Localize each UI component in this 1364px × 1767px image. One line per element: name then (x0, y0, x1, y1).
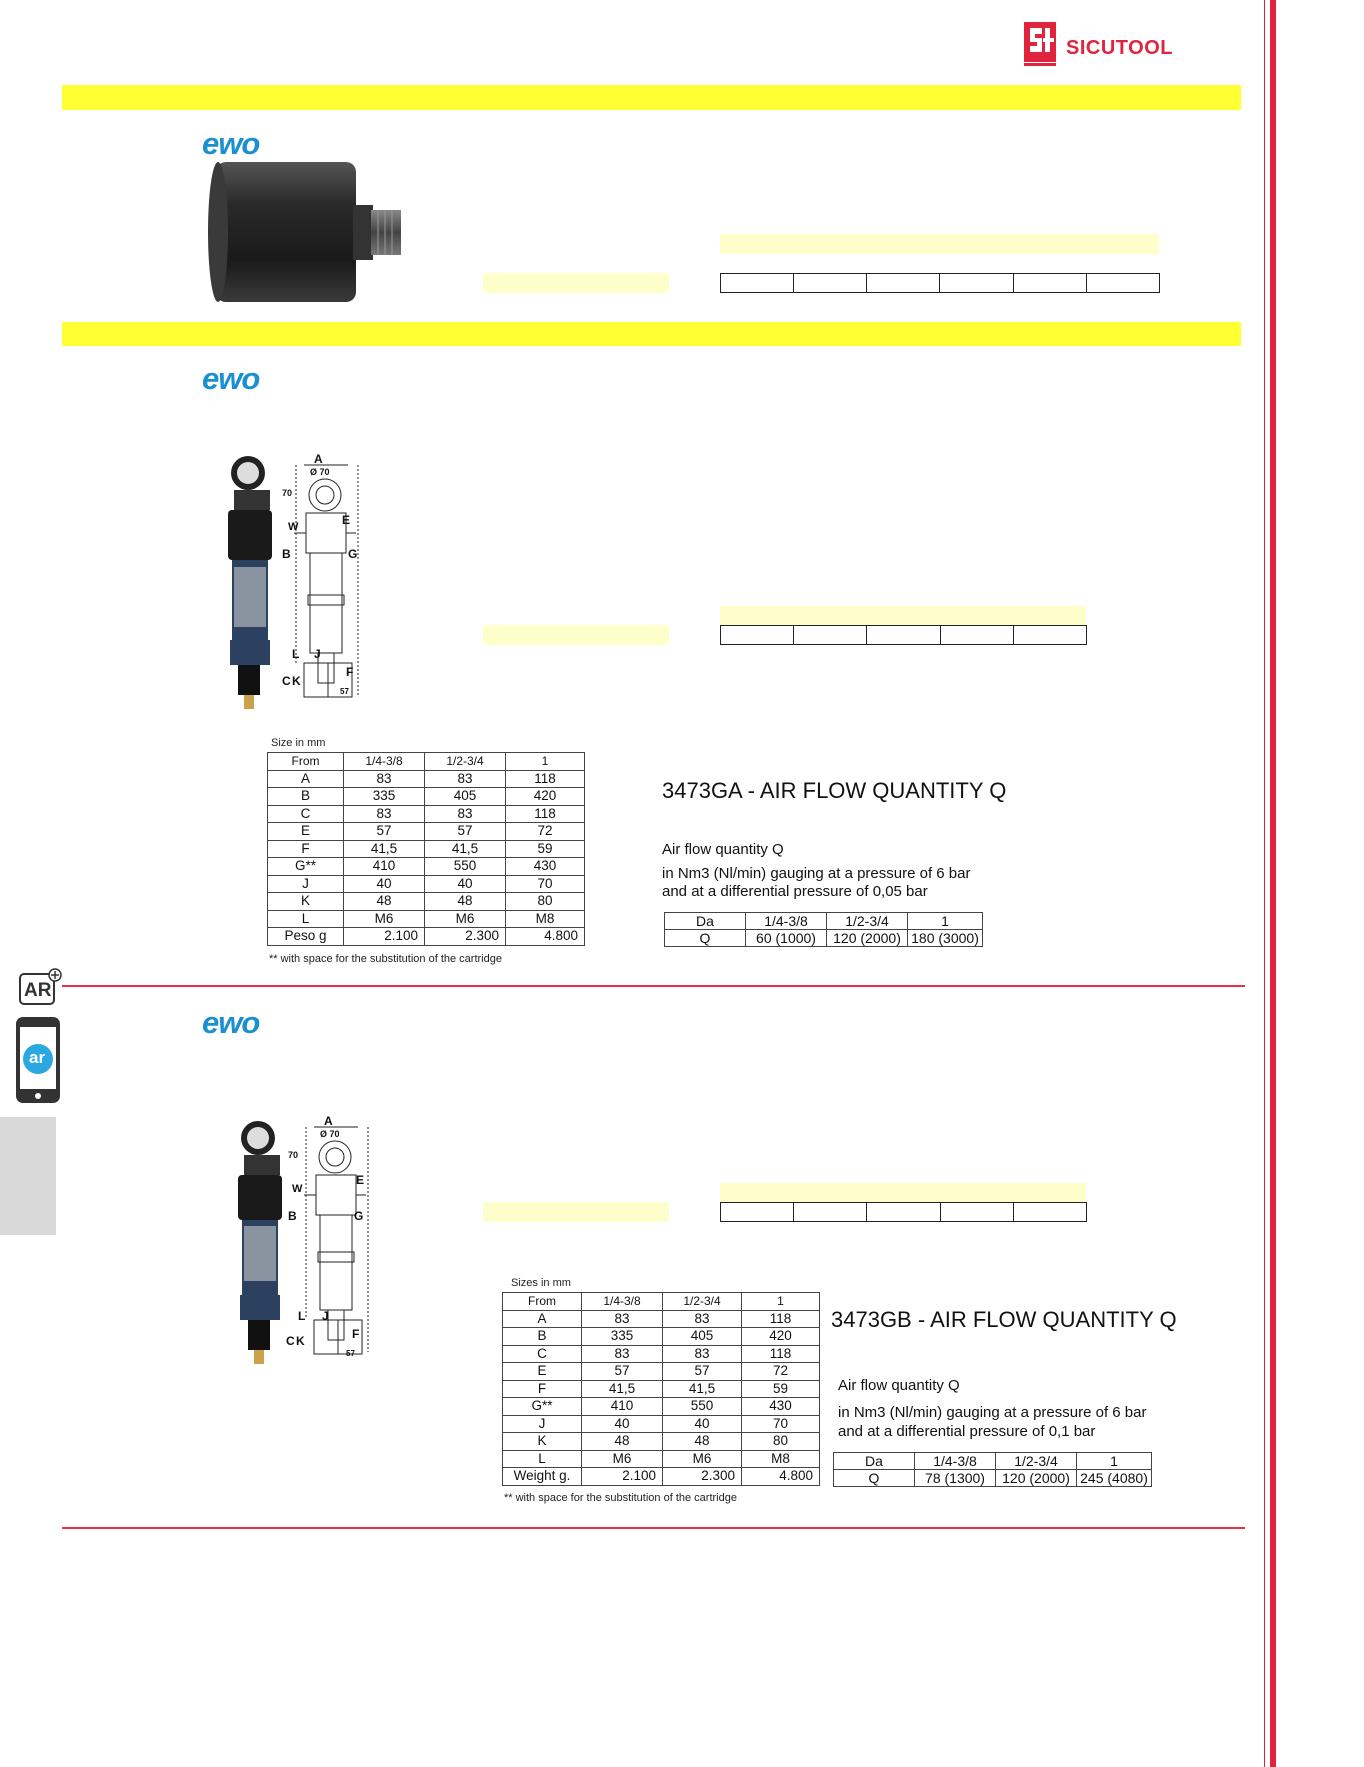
table-cell: 41,5 (582, 1380, 663, 1398)
flow-value-row (834, 1470, 1152, 1487)
flow-cell: 1/2-3/4 (996, 1453, 1077, 1470)
technical-drawing-ga (270, 452, 370, 705)
flow-cell: 1 (1077, 1453, 1152, 1470)
table-cell: 80 (742, 1433, 820, 1451)
table-header-cell: 1/4-3/8 (582, 1293, 663, 1311)
flow-line1-ga: Air flow quantity Q (662, 841, 784, 858)
table-cell: 48 (344, 893, 425, 911)
table-cell: C (503, 1345, 582, 1363)
table-cell: M6 (663, 1450, 742, 1468)
table-cell: 40 (582, 1415, 663, 1433)
size-table-ga (267, 752, 585, 946)
table-cell: 335 (344, 788, 425, 806)
table-cell: M8 (742, 1450, 820, 1468)
table-row (503, 1310, 820, 1328)
table-cell: 80 (506, 893, 585, 911)
ar-app-label: ar (29, 1048, 46, 1067)
ar-badge[interactable] (18, 967, 62, 1007)
dim-label-b: B (282, 547, 291, 561)
page-edge-rule-thin (1264, 0, 1265, 1767)
table-cell: 420 (506, 788, 585, 806)
table-cell: A (503, 1310, 582, 1328)
table-row (268, 928, 585, 946)
table-cell: M8 (506, 910, 585, 928)
table-cell: 405 (663, 1328, 742, 1346)
table-row (268, 805, 585, 823)
table-cell: E (268, 823, 344, 841)
dim-label-e: E (342, 513, 351, 527)
table-row (268, 858, 585, 876)
table-row (268, 893, 585, 911)
dim-label-70: 70 (282, 488, 293, 498)
table-row (268, 840, 585, 858)
technical-drawing-gb (280, 1114, 380, 1367)
table-cell: M6 (582, 1450, 663, 1468)
table-cell: Weight g. (503, 1468, 582, 1486)
dim-label-diameter: Ø 70 (310, 467, 330, 477)
table-header-row (503, 1293, 820, 1311)
table-cell: 83 (582, 1310, 663, 1328)
table-cell: 83 (344, 770, 425, 788)
table-cell: Peso g (268, 928, 344, 946)
flow-line3-gb: and at a differential pressure of 0,1 bar (838, 1423, 1096, 1440)
table-row (268, 823, 585, 841)
table-cell: E (503, 1363, 582, 1381)
section-divider (62, 985, 1245, 987)
dim-label-a: A (314, 452, 323, 466)
table-cell: G** (268, 858, 344, 876)
table-row (268, 875, 585, 893)
flow-line1-gb: Air flow quantity Q (838, 1377, 960, 1394)
table-cell: 4.800 (506, 928, 585, 946)
table-cell: 59 (742, 1380, 820, 1398)
table-row (503, 1363, 820, 1381)
table-footnote-ga: ** with space for the substitution of the cartridge (269, 953, 502, 965)
flow-header-row (834, 1453, 1152, 1470)
flow-cell: 120 (2000) (996, 1470, 1077, 1487)
table-cell: 72 (742, 1363, 820, 1381)
flow-value-row (665, 930, 983, 947)
table-cell: F (268, 840, 344, 858)
dim-label-l: L (298, 1309, 306, 1323)
table-cell: M6 (344, 910, 425, 928)
code-cell-3 (483, 1202, 669, 1222)
table-cell: 83 (344, 805, 425, 823)
table-row (503, 1345, 820, 1363)
table-row (503, 1380, 820, 1398)
dim-label-j: J (314, 647, 321, 661)
flow-cell: 180 (3000) (908, 930, 983, 947)
table-header-cell: 1/2-3/4 (663, 1293, 742, 1311)
dim-label-57: 57 (346, 1349, 355, 1358)
table-cell: 118 (742, 1310, 820, 1328)
flow-cell: 245 (4080) (1077, 1470, 1152, 1487)
table-cell: L (503, 1450, 582, 1468)
flow-cell: 78 (1300) (915, 1470, 996, 1487)
table-cell: 430 (742, 1398, 820, 1416)
table-cell: M6 (425, 910, 506, 928)
flow-cell: 1 (908, 913, 983, 930)
table-cell: 430 (506, 858, 585, 876)
table-cell: 57 (663, 1363, 742, 1381)
table-cell: 41,5 (344, 840, 425, 858)
flow-title-gb: 3473GB - AIR FLOW QUANTITY Q (831, 1307, 1177, 1332)
table-cell: 83 (425, 770, 506, 788)
table-cell: K (268, 893, 344, 911)
table-cell: 2.100 (582, 1468, 663, 1486)
table-cell: 410 (344, 858, 425, 876)
table-cell: 118 (742, 1345, 820, 1363)
flow-cell: 120 (2000) (827, 930, 908, 947)
dim-label-k: K (296, 1334, 305, 1348)
table-cell: 70 (506, 875, 585, 893)
dim-label-f: F (346, 665, 354, 679)
dim-label-j: J (322, 1309, 329, 1323)
dim-label-f: F (352, 1327, 360, 1341)
table-caption-ga: Size in mm (271, 737, 326, 749)
header-bar-2 (720, 606, 1086, 626)
table-row (503, 1468, 820, 1486)
table-cell: 70 (742, 1415, 820, 1433)
table-cell: 57 (344, 823, 425, 841)
flow-table-ga (664, 912, 983, 947)
table-header-cell: 1 (742, 1293, 820, 1311)
table-cell: 405 (425, 788, 506, 806)
table-cell: 118 (506, 805, 585, 823)
dim-label-w: W (292, 1183, 303, 1195)
table-header-cell: 1/2-3/4 (425, 753, 506, 771)
table-cell: 83 (663, 1310, 742, 1328)
header-bar-1 (720, 234, 1159, 254)
dim-label-w: W (288, 521, 299, 533)
table-caption-gb: Sizes in mm (511, 1277, 571, 1289)
empty-spec-grid-1 (720, 273, 1160, 293)
table-cell: 48 (425, 893, 506, 911)
table-cell: 40 (344, 875, 425, 893)
section-band-1 (62, 85, 1241, 110)
ewo-logo: ewo (202, 126, 260, 161)
code-cell-2 (483, 625, 669, 645)
flow-cell: 1/2-3/4 (827, 913, 908, 930)
flow-table-gb (833, 1452, 1152, 1487)
product-image-silencer (208, 160, 408, 305)
side-tab (0, 1117, 56, 1235)
table-row (268, 910, 585, 928)
flow-cell: Da (834, 1453, 915, 1470)
sicutool-logo-icon (1024, 22, 1056, 66)
dim-label-l: L (292, 647, 300, 661)
table-cell: A (268, 770, 344, 788)
table-cell: 40 (663, 1415, 742, 1433)
flow-title-ga: 3473GA - AIR FLOW QUANTITY Q (662, 778, 1007, 803)
section-band-2 (62, 322, 1241, 346)
table-cell: 2.100 (344, 928, 425, 946)
table-cell: B (503, 1328, 582, 1346)
dim-label-57: 57 (340, 687, 349, 696)
table-cell: 83 (425, 805, 506, 823)
table-header-cell: 1/4-3/8 (344, 753, 425, 771)
table-cell: 83 (663, 1345, 742, 1363)
empty-spec-grid-2 (720, 625, 1087, 645)
code-cell-1 (483, 273, 669, 293)
table-cell: 72 (506, 823, 585, 841)
table-cell: 57 (582, 1363, 663, 1381)
table-cell: J (268, 875, 344, 893)
flow-line2-ga: in Nm3 (Nl/min) gauging at a pressure of 6 bar (662, 865, 971, 882)
table-cell: C (268, 805, 344, 823)
table-cell: B (268, 788, 344, 806)
table-cell: 83 (582, 1345, 663, 1363)
table-cell: 40 (425, 875, 506, 893)
table-cell: 550 (663, 1398, 742, 1416)
table-header-cell: From (503, 1293, 582, 1311)
table-row (503, 1415, 820, 1433)
brand-name: SICUTOOL (1066, 37, 1173, 59)
page-edge-rule (1270, 0, 1276, 1767)
table-row (503, 1450, 820, 1468)
dim-label-c: C (282, 674, 291, 688)
ar-phone-button (35, 1093, 41, 1099)
table-row (503, 1328, 820, 1346)
table-footnote-gb: ** with space for the substitution of the cartridge (504, 1492, 737, 1504)
flow-cell: Da (665, 913, 746, 930)
table-header-cell: From (268, 753, 344, 771)
table-cell: 57 (425, 823, 506, 841)
dim-label-a: A (324, 1114, 333, 1128)
flow-cell: 1/4-3/8 (746, 913, 827, 930)
header-bar-3 (720, 1183, 1086, 1203)
flow-cell: 60 (1000) (746, 930, 827, 947)
table-cell: 4.800 (742, 1468, 820, 1486)
ewo-logo: ewo (202, 361, 260, 396)
table-cell: 48 (663, 1433, 742, 1451)
dim-label-c: C (286, 1334, 295, 1348)
table-cell: J (503, 1415, 582, 1433)
table-cell: 2.300 (663, 1468, 742, 1486)
flow-cell: Q (665, 930, 746, 947)
table-cell: L (268, 910, 344, 928)
ar-phone[interactable] (16, 1017, 60, 1103)
table-row (268, 770, 585, 788)
table-cell: 48 (582, 1433, 663, 1451)
table-cell: F (503, 1380, 582, 1398)
flow-cell: Q (834, 1470, 915, 1487)
table-row (503, 1433, 820, 1451)
table-cell: 420 (742, 1328, 820, 1346)
table-row (503, 1398, 820, 1416)
flow-header-row (665, 913, 983, 930)
flow-line2-gb: in Nm3 (Nl/min) gauging at a pressure of 6 bar (838, 1404, 1147, 1421)
table-cell: 335 (582, 1328, 663, 1346)
dim-label-g: G (354, 1209, 364, 1223)
table-header-row (268, 753, 585, 771)
table-cell: K (503, 1433, 582, 1451)
section-divider (62, 1527, 1245, 1529)
dim-label-g: G (348, 547, 358, 561)
empty-spec-grid-3 (720, 1202, 1087, 1222)
dim-label-e: E (356, 1173, 365, 1187)
flow-cell: 1/4-3/8 (915, 1453, 996, 1470)
table-cell: G** (503, 1398, 582, 1416)
dim-label-diameter: Ø 70 (320, 1129, 340, 1139)
dim-label-b: B (288, 1209, 297, 1223)
ewo-logo: ewo (202, 1005, 260, 1040)
table-cell: 550 (425, 858, 506, 876)
table-cell: 2.300 (425, 928, 506, 946)
size-table-gb (502, 1292, 820, 1486)
table-cell: 118 (506, 770, 585, 788)
table-cell: 59 (506, 840, 585, 858)
ar-badge-label: AR (24, 980, 52, 1001)
sicutool-logo (1024, 22, 1056, 66)
dim-label-k: K (292, 674, 301, 688)
dim-label-70: 70 (288, 1150, 299, 1160)
table-row (268, 788, 585, 806)
table-cell: 41,5 (663, 1380, 742, 1398)
table-header-cell: 1 (506, 753, 585, 771)
table-cell: 41,5 (425, 840, 506, 858)
table-cell: 410 (582, 1398, 663, 1416)
flow-line3-ga: and at a differential pressure of 0,05 bar (662, 883, 928, 900)
